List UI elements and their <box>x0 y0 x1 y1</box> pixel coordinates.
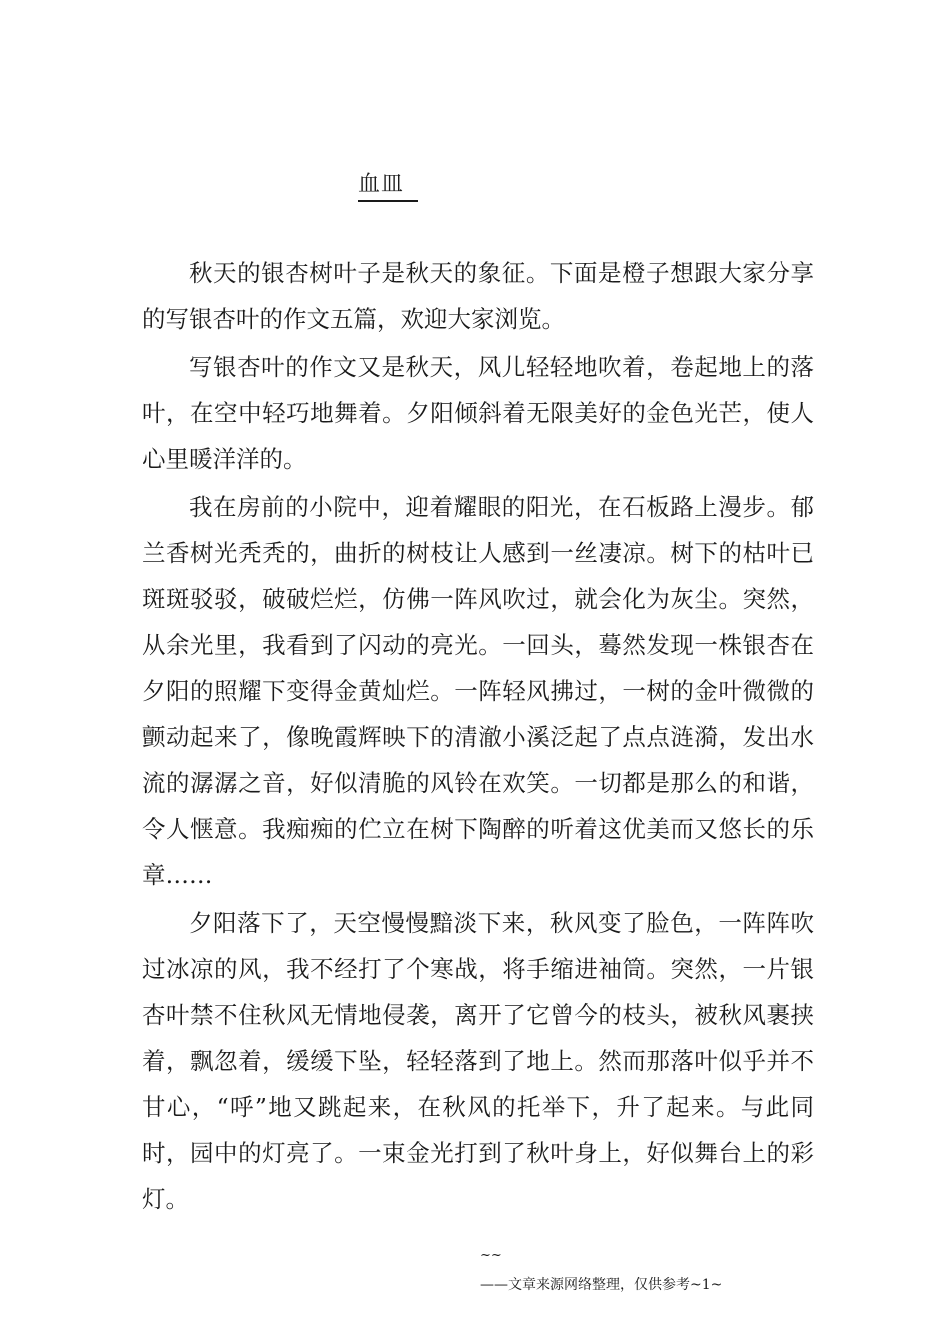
paragraph-autumn-wind: 写银杏叶的作文又是秋天，风儿轻轻地吹着，卷起地上的落叶，在空中轻巧地舞着。夕阳倾斜着无限美好的金色光芒，使人心里暖洋洋的。 <box>142 353 814 473</box>
paragraph-intro: 秋天的银杏树叶子是秋天的象征。下面是橙子想跟大家分享的写银杏叶的作文五篇，欢迎大家浏览。 <box>142 259 814 333</box>
footer-source-note: ——文章来源网络整理，仅供参考~1~ <box>480 1277 723 1293</box>
paragraph-sunset: 夕阳落下了，天空慢慢黯淡下来，秋风变了脸色，一阵阵吹过冰凉的风，我不经打了个寒战，将手缩进袖筒。突然，一片银杏叶禁不住秋风无情地侵袭，离开了它曾今的枝头，被秋风裹挟着，飘忽着，缓缓下坠，轻轻落到了地上。然而那落叶似乎并不甘心，“呼”地又跳起来，在秋风的托举下，升了起来。与此同时，园中的灯亮了。一束金光打到了秋叶身上，好似舞台上的彩灯。 <box>142 909 814 1213</box>
footer-tilde: ~~ <box>480 1248 502 1263</box>
header-mark: 血皿 <box>358 170 418 202</box>
article-body <box>142 250 814 1222</box>
paragraph-courtyard: 我在房前的小院中，迎着耀眼的阳光，在石板路上漫步。郁兰香树光秃秃的，曲折的树枝让人感到一丝凄凉。树下的枯叶已斑斑驳驳，破破烂烂，仿佛一阵风吹过，就会化为灰尘。突然，从余光里，我看到了闪动的亮光。一回头，蓦然发现一株银杏在夕阳的照耀下变得金黄灿烂。一阵轻风拂过，一树的金叶微微的颤动起来了，像晚霞辉映下的清澈小溪泛起了点点涟漪，发出水流的潺潺之音，好似清脆的风铃在欢笑。一切都是那么的和谐，令人惬意。我痴痴的伫立在树下陶醉的听着这优美而又悠长的乐章…… <box>142 493 814 889</box>
